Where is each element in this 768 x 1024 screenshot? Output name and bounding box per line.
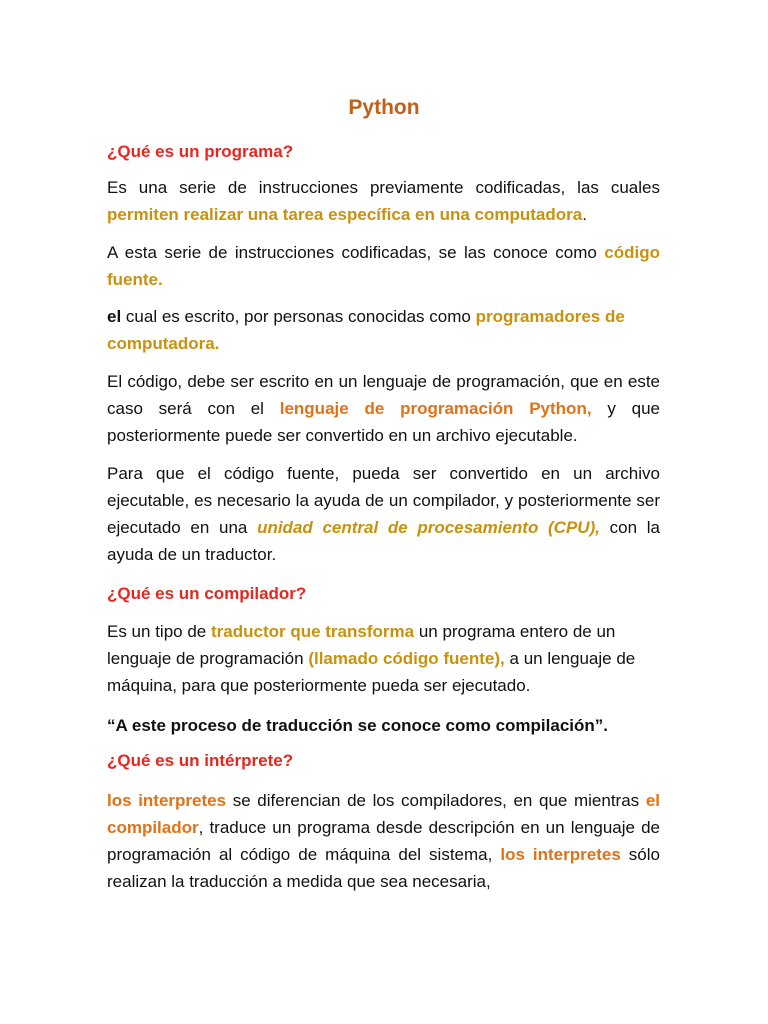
paragraph-programa-definicion — [107, 174, 660, 228]
highlight-text: unidad central de procesamiento (CPU), — [257, 518, 600, 537]
bold-text: el — [107, 307, 122, 326]
highlight-text: lenguaje de programación Python — [279, 399, 587, 418]
highlight-text: los interpretes — [107, 791, 227, 810]
page-title: Python — [348, 96, 420, 119]
paragraph-compilador-definicion — [107, 618, 660, 699]
highlight-text: el compilador — [107, 791, 660, 837]
text: se diferencian de los compiladores, en que mientras — [232, 791, 640, 810]
text: a un lenguaje de máquina, para que posteriormente pueda ser ejecutado. — [107, 649, 636, 695]
paragraph-programadores — [107, 303, 660, 357]
text: . — [582, 205, 587, 224]
text: Es una serie de instrucciones previamente codificadas, las cuales — [107, 178, 660, 197]
paragraph-interpretes — [107, 787, 660, 895]
text: , traduce un programa desde descripción en un lenguaje de programación al código de máquina del sistema, — [107, 818, 660, 864]
highlight-text: los interpretes — [500, 845, 621, 864]
text: A esta serie de instrucciones codificadas, se las conoce como — [107, 243, 597, 262]
text: con la ayuda de un traductor. — [107, 518, 660, 564]
heading-que-es-un-programa: ¿Qué es un programa? — [107, 142, 294, 161]
text: un programa entero de un lenguaje de programación — [107, 622, 616, 668]
highlight-text: programadores de computadora. — [107, 307, 625, 353]
paragraph-lenguaje-python — [107, 368, 660, 449]
text: Es un tipo de — [107, 622, 207, 641]
paragraph-compilador-cpu — [107, 460, 660, 568]
text: Para que el código fuente, pueda ser convertido en un archivo ejecutable, es necesario la ayuda de un compilador, y posteriormente ser ejecutado en una — [107, 464, 660, 537]
highlight-text: código fuente. — [107, 243, 661, 289]
heading-que-es-un-compilador: ¿Qué es un compilador? — [107, 584, 307, 603]
text: cual es escrito, por personas conocidas como — [125, 307, 471, 326]
highlight-text: permiten realizar una tarea específica en una computadora — [107, 205, 583, 224]
quote-compilacion: “A este proceso de traducción se conoce como compilación”. — [107, 716, 609, 735]
highlight-text: traductor que transforma — [210, 622, 415, 641]
highlight-text: (llamado código fuente), — [308, 649, 505, 668]
text: El código, debe ser escrito en un lenguaje de programación, que en este caso será con el — [107, 372, 660, 418]
paragraph-codigo-fuente — [107, 239, 660, 293]
heading-que-es-un-interprete: ¿Qué es un intérprete? — [107, 751, 294, 770]
highlight-text: , — [586, 399, 592, 418]
text: sólo realizan la traducción a medida que sea necesaria, — [107, 845, 660, 891]
text: y que posteriormente puede ser convertido en un archivo ejecutable. — [107, 399, 660, 445]
